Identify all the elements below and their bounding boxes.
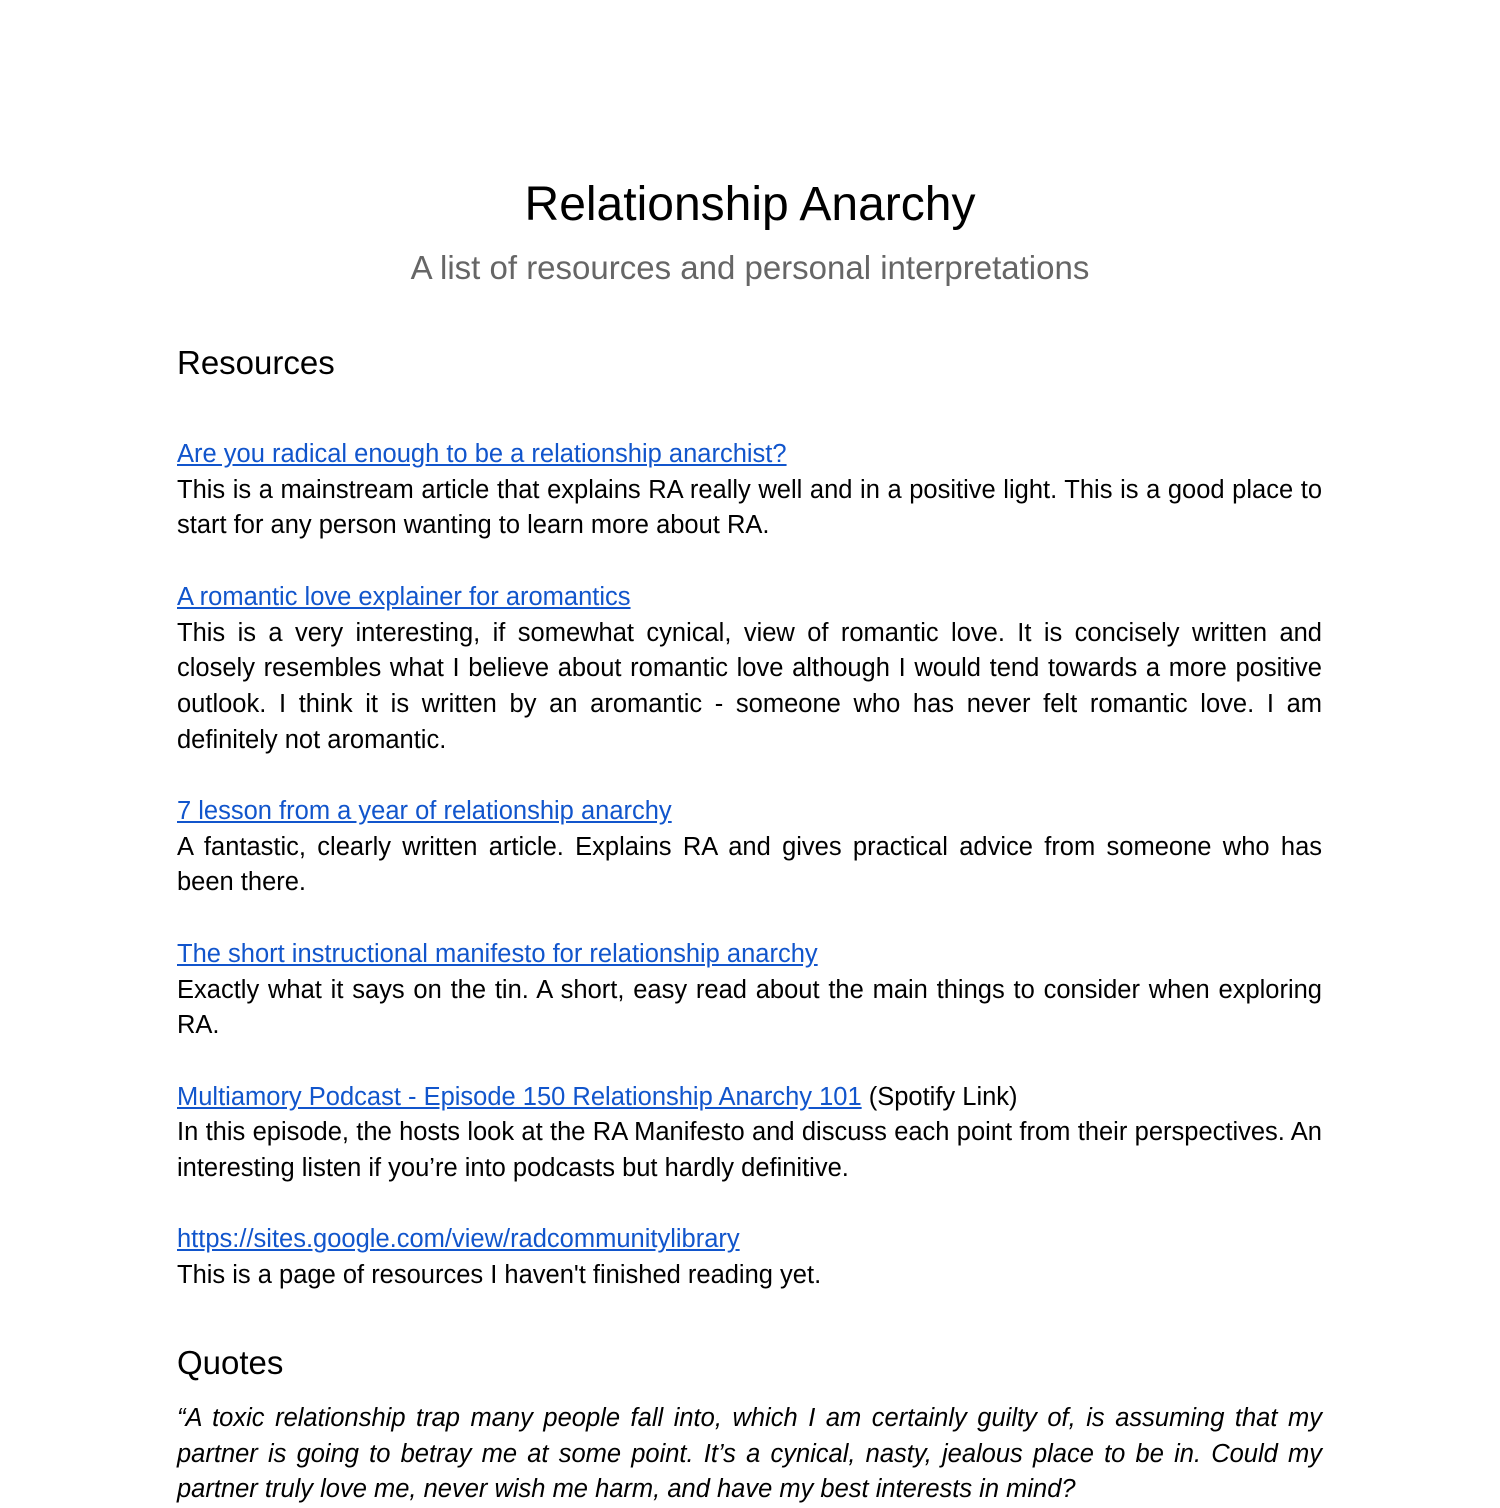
resource-item [177, 794, 1322, 901]
resource-item [177, 937, 1322, 1044]
resource-title-line [177, 1222, 1322, 1258]
quotes-heading: Quotes [177, 1344, 284, 1381]
resource-link[interactable]: The short instructional manifesto for relationship anarchy [177, 939, 818, 968]
resource-description: This is a page of resources I haven't finished reading yet. [177, 1261, 822, 1290]
resources-heading: Resources [177, 344, 335, 381]
resource-link[interactable]: https://sites.google.com/view/radcommunitylibrary [177, 1225, 740, 1254]
resource-link[interactable]: Multiamory Podcast - Episode 150 Relationship Anarchy 101 [177, 1082, 862, 1111]
resource-description: This is a very interesting, if somewhat cynical, view of romantic love. It is concisely written and closely resembles what I believe about romantic love although I would tend towards a more positive outlook. I think it is written by an aromantic - someone who has never felt romantic love. I am definitely not aromantic. [177, 618, 1322, 754]
resource-item [177, 437, 1322, 544]
resource-item [177, 1080, 1322, 1187]
resource-title-line [177, 437, 1322, 473]
document-subtitle: A list of resources and personal interpretations [410, 249, 1090, 286]
resource-description: Exactly what it says on the tin. A short, easy read about the main things to consider when exploring RA. [177, 975, 1322, 1040]
resource-description: In this episode, the hosts look at the RA Manifesto and discuss each point from their perspectives. An interesting listen if you’re into podcasts but hardly definitive. [177, 1118, 1322, 1182]
resource-link-note: (Spotify Link) [861, 1082, 1018, 1111]
resource-item [177, 580, 1322, 759]
resource-link[interactable]: 7 lesson from a year of relationship anarchy [177, 797, 672, 825]
resource-title-line [177, 1080, 1322, 1116]
document-title: Relationship Anarchy [524, 178, 976, 231]
resource-description: This is a mainstream article that explains RA really well and in a positive light. This is a good place to start for any person wanting to learn more about RA. [177, 475, 1322, 540]
resource-item [177, 1222, 1322, 1293]
resource-link[interactable]: A romantic love explainer for aromantics [177, 582, 631, 611]
resources-list [177, 437, 1322, 1329]
resource-link[interactable]: Are you radical enough to be a relationship anarchist? [177, 440, 787, 468]
resource-title-line [177, 580, 1322, 616]
quote-text: “A toxic relationship trap many people fall into, which I am certainly guilty of, is assuming that my partner is going to betray me at some point. It’s a cynical, nasty, jealous place to be in. Could my partner truly love me, never wish me harm, and have my best interests in mind? [177, 1404, 1322, 1504]
resource-title-line [177, 937, 1322, 973]
resource-description: A fantastic, clearly written article. Explains RA and gives practical advice from someone who has been there. [177, 832, 1322, 897]
resource-title-line [177, 794, 1322, 830]
